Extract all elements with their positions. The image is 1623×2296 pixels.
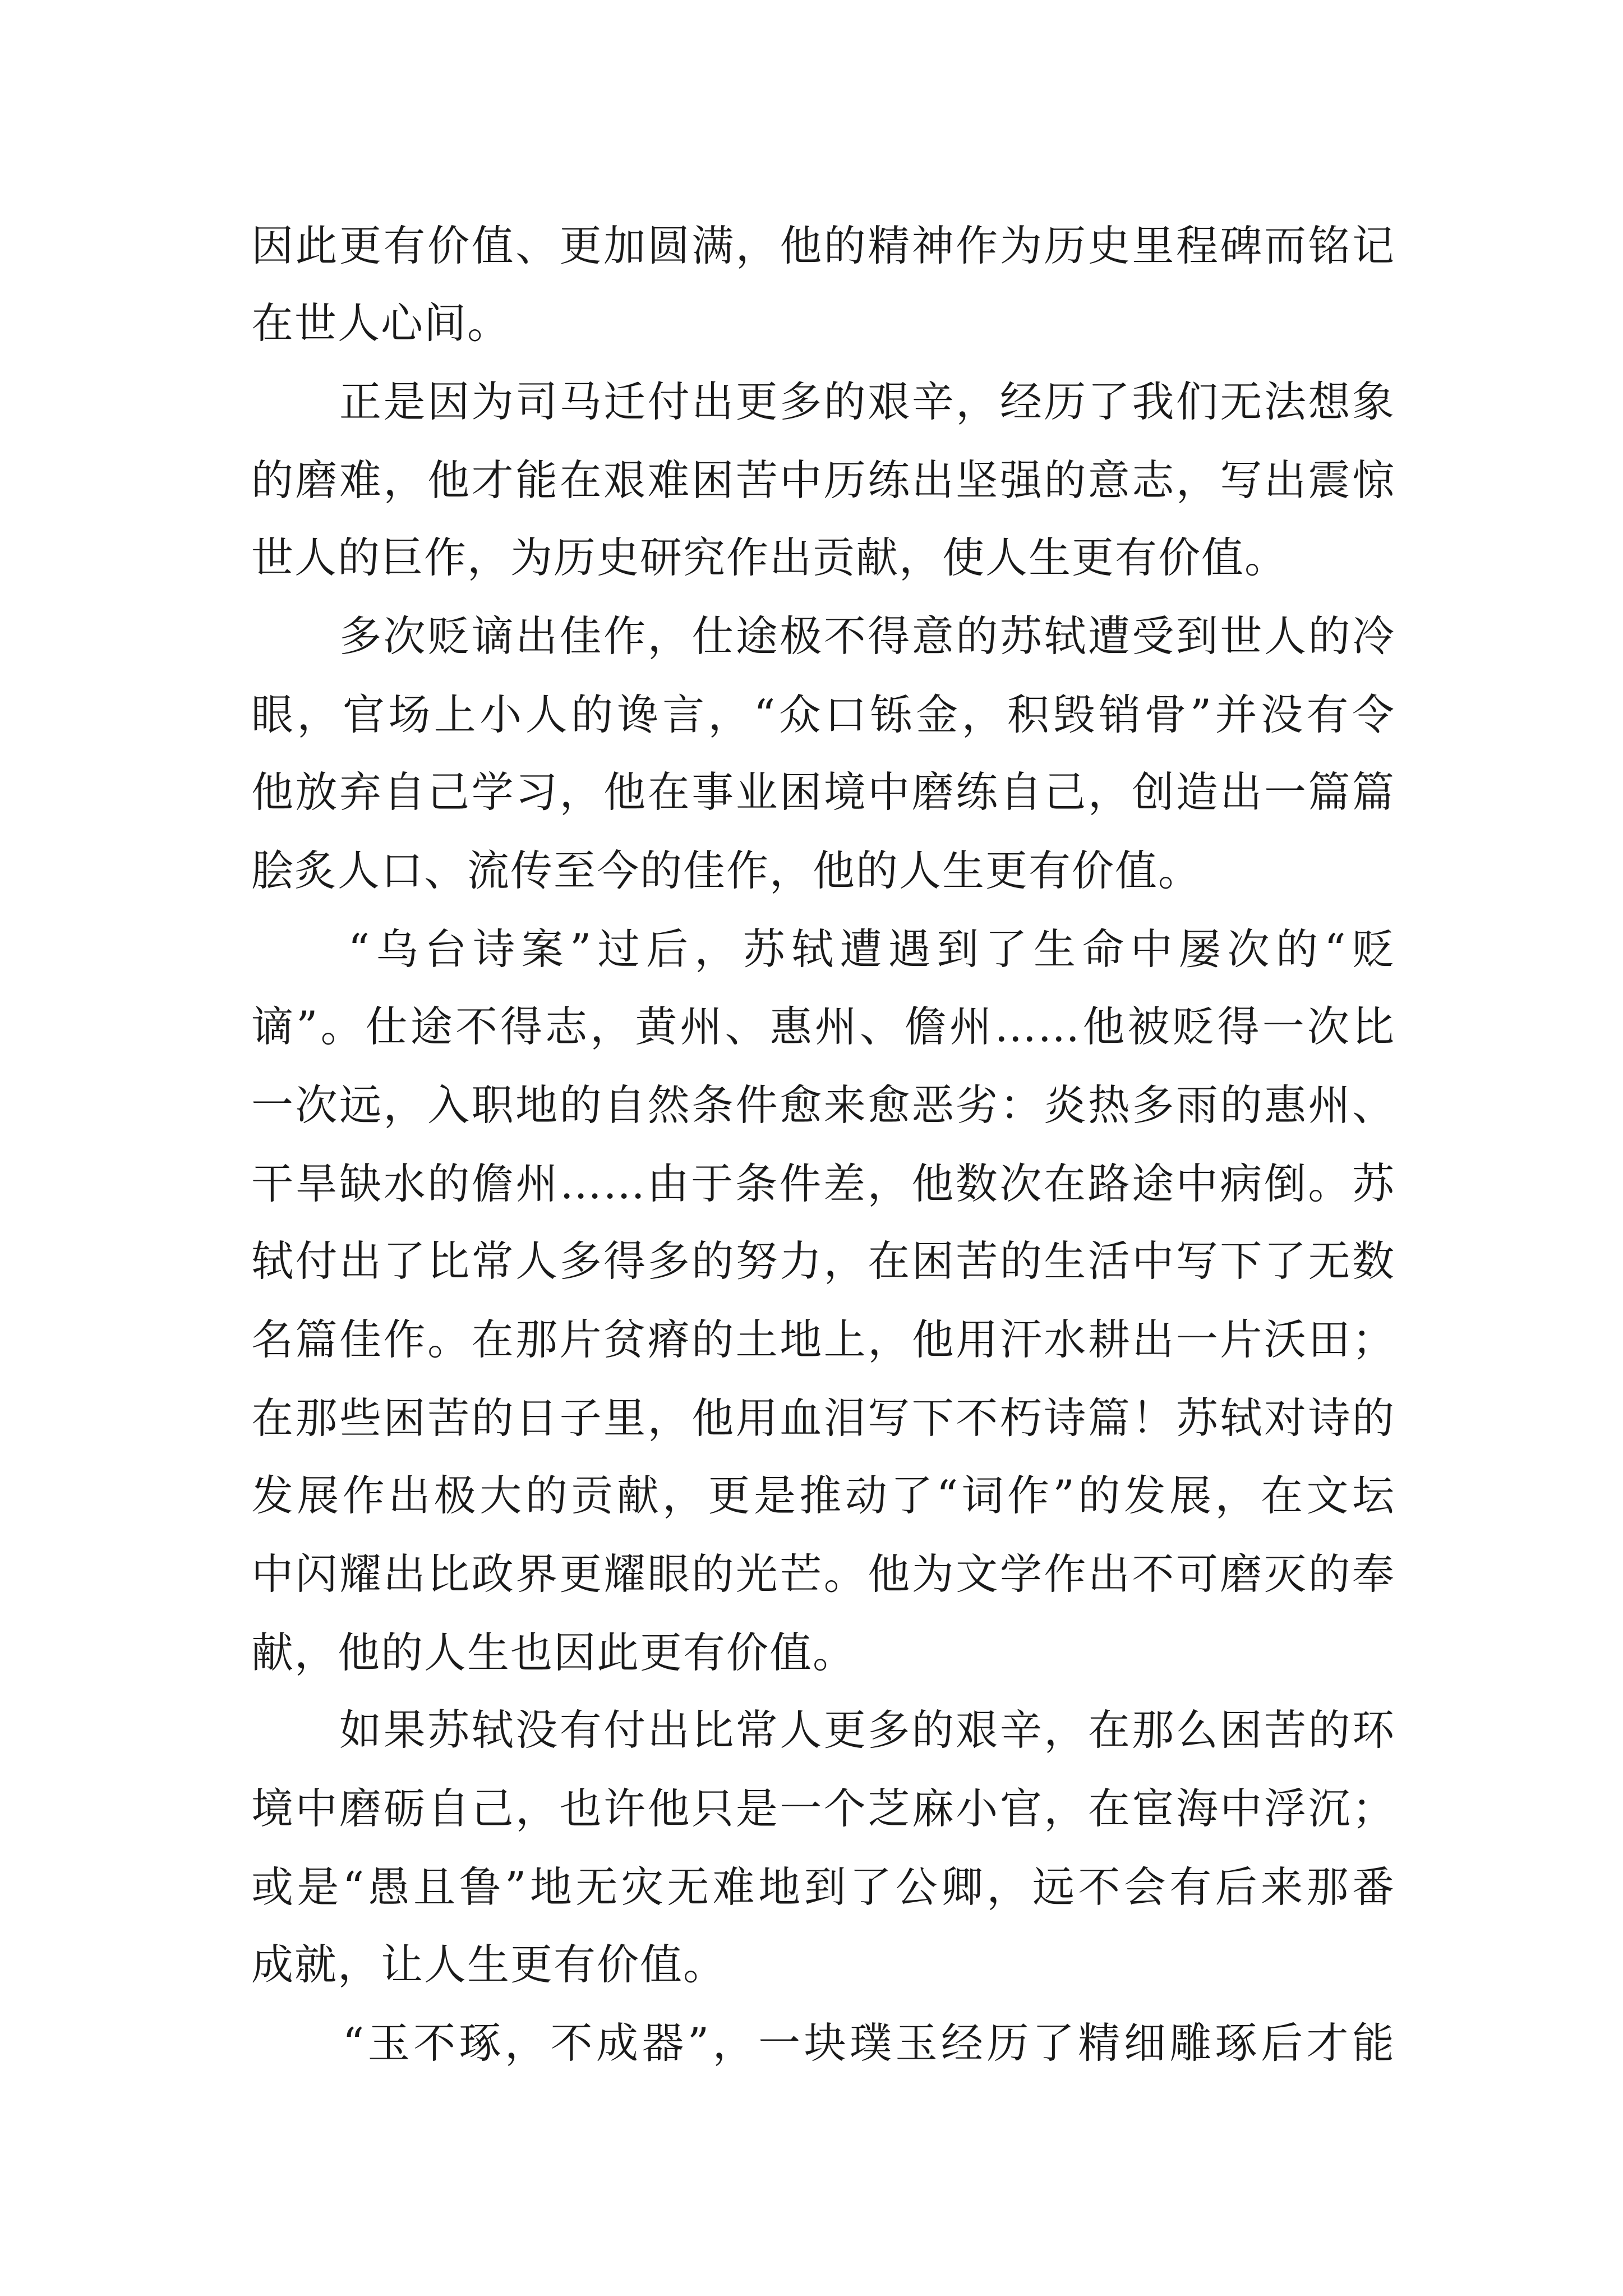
text-line: 因此更有价值、更加圆满，他的精神作为历史里程碑而铭记 bbox=[251, 221, 1395, 270]
text-line: 一次远，入职地的自然条件愈来愈恶劣：炎热多雨的惠州、 bbox=[251, 1080, 1395, 1130]
text-line: 中闪耀出比政界更耀眼的光芒。他为文学作出不可磨灭的奉 bbox=[251, 1549, 1395, 1599]
text-line: 在那些困苦的日子里，他用血泪写下不朽诗篇！苏轼对诗的 bbox=[251, 1393, 1395, 1443]
text-line: 轼付出了比常人多得多的努力，在困苦的生活中写下了无数 bbox=[251, 1236, 1395, 1286]
text-line: 成就，让人生更有价值。 bbox=[251, 1940, 727, 1989]
text-line: 如果苏轼没有付出比常人更多的艰辛，在那么困苦的环 bbox=[251, 1705, 1395, 1755]
text-line: 境中磨砺自己，也许他只是一个芝麻小官，在宦海中浮沉； bbox=[251, 1784, 1395, 1833]
text-line: 在世人心间。 bbox=[251, 298, 511, 348]
text-line: 脍炙人口、流传至今的佳作，他的人生更有价值。 bbox=[251, 846, 1202, 895]
text-line: 谪”。仕途不得志，黄州、惠州、儋州……他被贬得一次比 bbox=[251, 1002, 1395, 1051]
text-line: 正是因为司马迁付出更多的艰辛，经历了我们无法想象 bbox=[251, 377, 1395, 426]
text-line: 或是“愚且鲁”地无灾无难地到了公卿，远不会有后来那番 bbox=[251, 1862, 1395, 1912]
text-line: 多次贬谪出佳作，仕途极不得意的苏轼遭受到世人的冷 bbox=[251, 611, 1395, 661]
text-line: 眼，官场上小人的谗言，“众口铄金，积毁销骨”并没有令 bbox=[251, 690, 1395, 739]
text-line: 献，他的人生也因此更有价值。 bbox=[251, 1628, 856, 1677]
text-line: 世人的巨作，为历史研究作出贡献，使人生更有价值。 bbox=[251, 533, 1288, 582]
text-line: 他放弃自己学习，他在事业困境中磨练自己，创造出一篇篇 bbox=[251, 767, 1395, 817]
text-line: 干旱缺水的儋州……由于条件差，他数次在路途中病倒。苏 bbox=[251, 1159, 1395, 1208]
text-line: “玉不琢，不成器”，一块璞玉经历了精细雕琢后才能 bbox=[251, 2018, 1395, 2068]
text-line: 发展作出极大的贡献，更是推动了“词作”的发展，在文坛 bbox=[251, 1471, 1395, 1520]
text-line: “乌台诗案”过后，苏轼遭遇到了生命中屡次的“贬 bbox=[251, 924, 1395, 974]
text-line: 的磨难，他才能在艰难困苦中历练出坚强的意志，写出震惊 bbox=[251, 455, 1395, 505]
text-line: 名篇佳作。在那片贫瘠的土地上，他用汗水耕出一片沃田； bbox=[251, 1315, 1395, 1364]
